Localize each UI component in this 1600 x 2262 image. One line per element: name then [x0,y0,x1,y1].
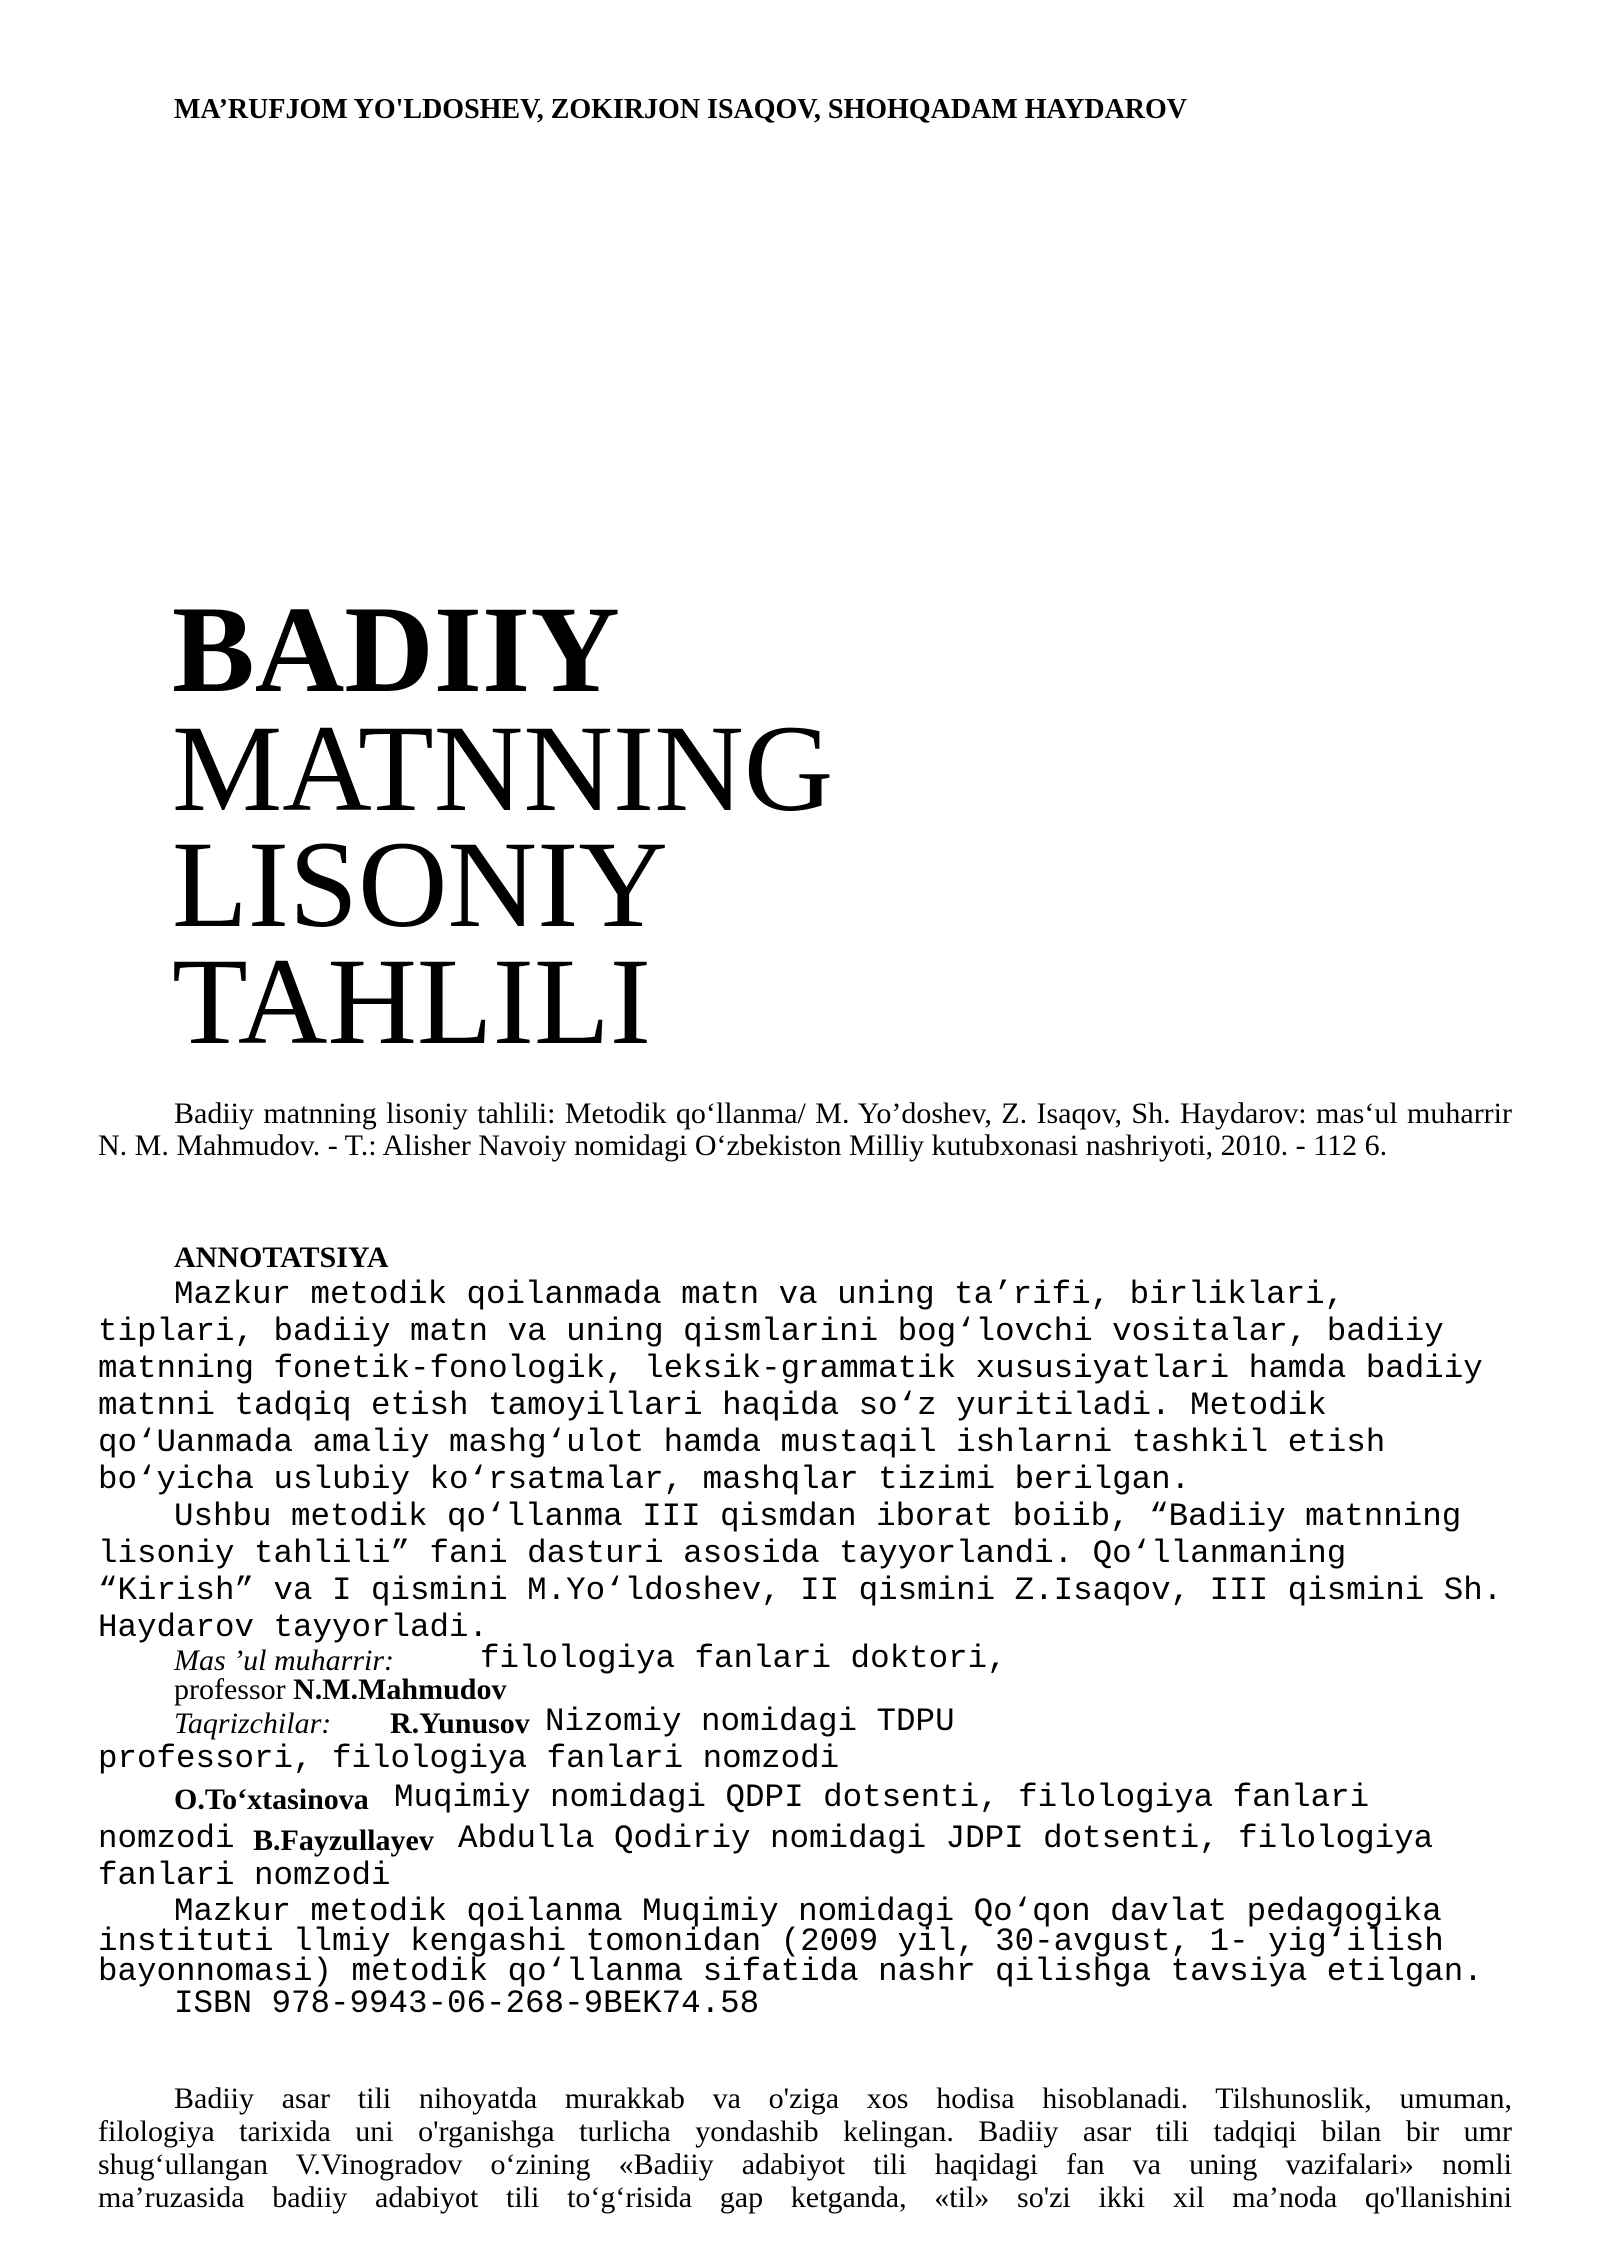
recommendation-line: instituti llmiy kengashi tomonidan (2009 yil, 30-avgust, 1- yig‘ilish [98,1923,1444,1960]
essay-line: ma’ruzasida badiiy adabiyot tili to‘g‘risida gap ketganda, «til» so'zi ikki xil ma’noda qo'llanishini [98,2181,1512,2214]
essay-line: shug‘ullangan V.Vinogradov o‘zining «Badiiy adabiyot tili haqidagi fan va uning vazifalari» nomli [98,2148,1512,2181]
annotation-line: bo‘yicha uslubiy ko‘rsatmalar, mashqlar tizimi berilgan. [98,1461,1191,1498]
annotation-line: matnni tadqiq etish tamoyillari haqida so‘z yuritiladi. Metodik [98,1387,1327,1424]
title-line-3: LISONIY [172,816,668,953]
reviewer-3-name: B.Fayzullayev [253,1824,434,1857]
annotation-line: Ushbu metodik qo‘llanma III qismdan iborat boiib, “Badiiy matnning [174,1498,1462,1535]
bibliographic-text: Badiiy matnning lisoniy tahlili: Metodik qo‘llanma/ M. Yo’doshev, Z. Isaqov, Sh. Haydarov: mas‘ul muharrir N. M. Mahmudov. - T.: Alisher Navoiy nomidagi O‘zbekiston Milliy kutubxonasi nashriyoti, 2010. - 112 6. [98,1097,1512,1163]
reviewers-label: Taqrizchilar: [174,1707,332,1740]
reviewer-1-name: R.Yunusov [390,1707,530,1740]
editor-credit [174,1675,506,1705]
annotation-line: lisoniy tahlili” fani dasturi asosida tayyorlandi. Qo‘llanmaning [98,1535,1347,1572]
essay-line: Badiiy asar tili nihoyatda murakkab va o'ziga xos hodisa hisoblanadi. Tilshunoslik, umuman, [174,2082,1512,2115]
reviewer-1-text: Nizomiy nomidagi TDPU [545,1703,955,1740]
reviewer-2-text: Muqimiy nomidagi QDPI dotsenti, filologiya fanlari [394,1779,1370,1816]
title-line-4: TAHLILI [172,933,651,1070]
authors-line: MA’RUFJOM YO'LDOSHEV, ZOKIRJON ISAQOV, SHOHQADAM HAYDAROV [174,94,1188,125]
title-line-1: BADIIY [172,581,620,718]
reviewer-3-cont: fanlari nomzodi [98,1857,391,1894]
annotation-heading: ANNOTATSIYA [174,1241,389,1274]
editor-name: N.M.Mahmudov [293,1673,507,1706]
editor-text: filologiya fanlari doktori, [480,1640,1007,1677]
essay-line: filologiya tarixida uni o'rganishga turlicha yondashib kelingan. Badiiy asar tili tadqiqi bilan bir umr [98,2115,1512,2148]
reviewer-1-cont: professori, filologiya fanlari nomzodi [98,1740,840,1777]
recommendation-line: Mazkur metodik qoilanma Muqimiy nomidagi Qo‘qon davlat pedagogika [174,1893,1442,1930]
annotation-line: qo‘Uanmada amaliy mashg‘ulot hamda mustaqil ishlarni tashkil etish [98,1424,1386,1461]
title-line-2: MATNNING [172,700,834,837]
annotation-line: matnning fonetik-fonologik, leksik-grammatik xususiyatlari hamda badiiy [98,1350,1483,1387]
isbn: ISBN 978-9943-06-268-9BEK74.58 [174,1985,760,2022]
editor-label: Mas ’ul muharrir: [174,1644,395,1677]
annotation-line: Haydarov tayyorladi. [98,1609,489,1646]
bibliographic-record [98,1098,1512,1163]
annotation-line: “Kirish” va I qismini M.Yo‘ldoshev, II qismini Z.Isaqov, III qismini Sh. [98,1572,1503,1609]
essay-paragraph [98,2082,1512,2214]
reviewer-3-text: Abdulla Qodiriy nomidagi JDPI dotsenti, filologiya [458,1820,1434,1857]
editor-prefix: professor [174,1673,294,1706]
annotation-line: Mazkur metodik qoilanmada matn va uning ta’rifi, birliklari, [174,1276,1345,1313]
reviewer-2-name: O.To‘xtasinova [174,1783,369,1816]
reviewer-2-cont: nomzodi [98,1820,235,1857]
annotation-line: tiplari, badiiy matn va uning qismlarini bog‘lovchi vositalar, badiiy [98,1313,1444,1350]
recommendation-line: bayonnomasi) metodik qo‘llanma sifatida nashr qilishga tavsiya etilgan. [98,1953,1483,1990]
